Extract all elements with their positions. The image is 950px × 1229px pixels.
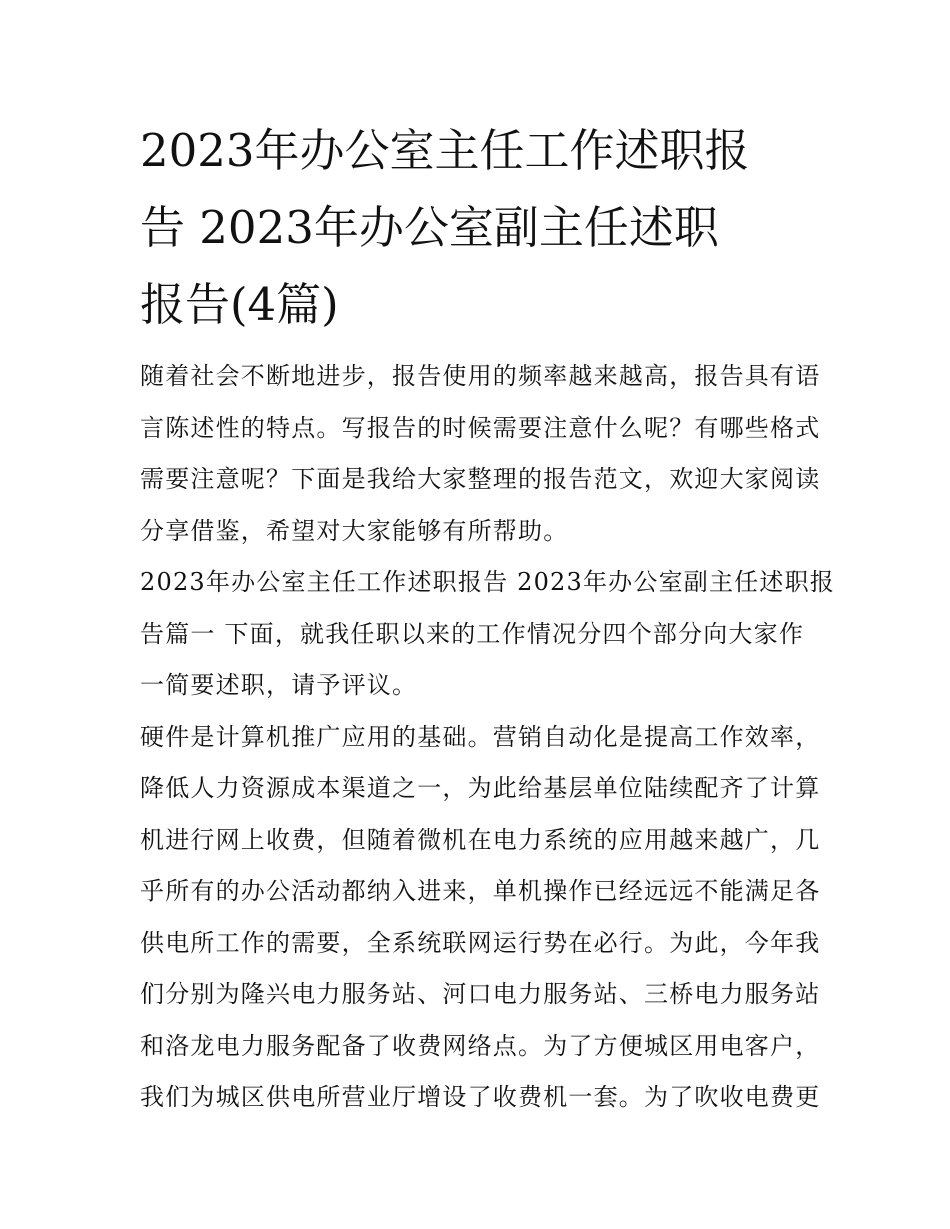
text-line: 和洛龙电力服务配备了收费网络点。为了方便城区用电客户，	[140, 1031, 821, 1060]
text-line: 分享借鉴，希望对大家能够有所帮助。	[140, 516, 569, 545]
text-line: 机进行网上收费，但随着微机在电力系统的应用越来越广，几	[140, 825, 821, 854]
text-line: 告篇一 下面，就我任职以来的工作情况分四个部分向大家作	[140, 619, 805, 648]
text-line: 硬件是计算机推广应用的基础。营销自动化是提高工作效率，	[140, 722, 821, 751]
paragraph-intro	[140, 351, 821, 557]
text-line: 一简要述职，请予评议。	[140, 671, 418, 699]
title-line: 2023年办公室主任工作述职报	[140, 124, 750, 177]
text-line: 们分别为隆兴电力服务站、河口电力服务站、三桥电力服务站	[140, 980, 821, 1008]
text-line: 供电所工作的需要，全系统联网运行势在必行。为此，今年我	[140, 928, 821, 957]
text-line: 乎所有的办公活动都纳入进来，单机操作已经远远不能满足各	[140, 877, 821, 905]
document-title	[140, 112, 812, 343]
document-body	[140, 351, 835, 1124]
text-line: 我们为城区供电所营业厅增设了收费机一套。为了吹收电费更	[140, 1083, 821, 1111]
title-line: 报告(4篇)	[140, 278, 339, 331]
text-line: 随着社会不断地进步，报告使用的频率越来越高，报告具有语	[140, 362, 821, 390]
text-line: 需要注意呢？下面是我给大家整理的报告范文，欢迎大家阅读	[140, 465, 821, 493]
text-line: 降低人力资源成本渠道之一，为此给基层单位陆续配齐了计算	[140, 774, 821, 802]
document-page	[140, 112, 835, 1124]
text-line: 言陈述性的特点。写报告的时候需要注意什么呢？有哪些格式	[140, 413, 821, 442]
text-line: 2023年办公室主任工作述职报告 2023年办公室副主任述职报	[140, 568, 835, 596]
title-line: 告 2023年办公室副主任述职	[140, 201, 719, 254]
paragraph-heading	[140, 557, 835, 712]
paragraph-body	[140, 712, 821, 1124]
